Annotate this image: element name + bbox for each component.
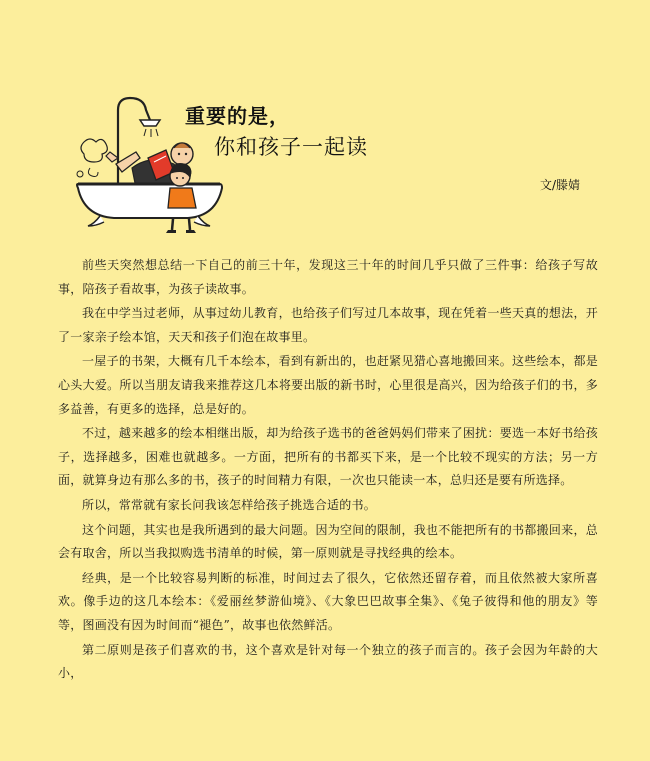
paragraph: 第二原则是孩子们喜欢的书，这个喜欢是针对每一个独立的孩子而言的。孩子会因为年龄的大小， [58, 642, 598, 681]
paragraph: 经典，是一个比较容易判断的标准，时间过去了很久，它依然还留存着，而且依然被大家所喜欢。像手边的这几本绘本：《爱丽丝梦游仙境》、《大象巴巴故事全集》、《兔子彼得和他的朋友》等等，图画没有因为时间而“褪色”，故事也依然鲜活。 [58, 570, 598, 632]
paragraph: 这个问题，其实也是我所遇到的最大问题。因为空间的限制，我也不能把所有的书都搬回来，总会有取舍，所以当我拟购选书清单的时候，第一原则就是寻找经典的绘本。 [58, 522, 598, 561]
paragraph: 前些天突然想总结一下自己的前三十年，发现这三十年的时间几乎只做了三件事：给孩子写故事，陪孩子看故事，为孩子读故事。 [58, 258, 598, 296]
article-title-line-1: 重要的是， [185, 104, 290, 128]
article-body [58, 254, 598, 687]
paragraph: 我在中学当过老师，从事过幼儿教育，也给孩子们写过几本故事，现在凭着一些天真的想法，开了一家亲子绘本馆，天天和孩子们泡在故事里。 [58, 306, 598, 344]
paragraph: 所以，常常就有家长问我该怎样给孩子挑选合适的书。 [82, 497, 377, 512]
paragraph: 一屋子的书架，大概有几千本绘本，看到有新出的，也赶紧见猎心喜地搬回来。这些绘本，都是心头大爱。所以当朋友请我来推荐这几本将要出版的新书时，心里很是高兴，因为给孩子们的书，多多益善，有更多的选择，总是好的。 [58, 354, 598, 416]
article-title-line-2: 你和孩子一起读 [214, 135, 368, 159]
paragraph: 不过，越来越多的绘本相继出版，却为给孩子选书的爸爸妈妈们带来了困扰：要选一本好书给孩子，选择越多，困难也就越多。一方面，把所有的书都买下来，是一个比较不现实的方法；另一方面，就算身边有那么多的书，孩子的时间精力有限，一次也只能读一本，总归还是要有所选择。 [58, 426, 598, 488]
article-byline: 文/滕婧 [540, 178, 581, 192]
